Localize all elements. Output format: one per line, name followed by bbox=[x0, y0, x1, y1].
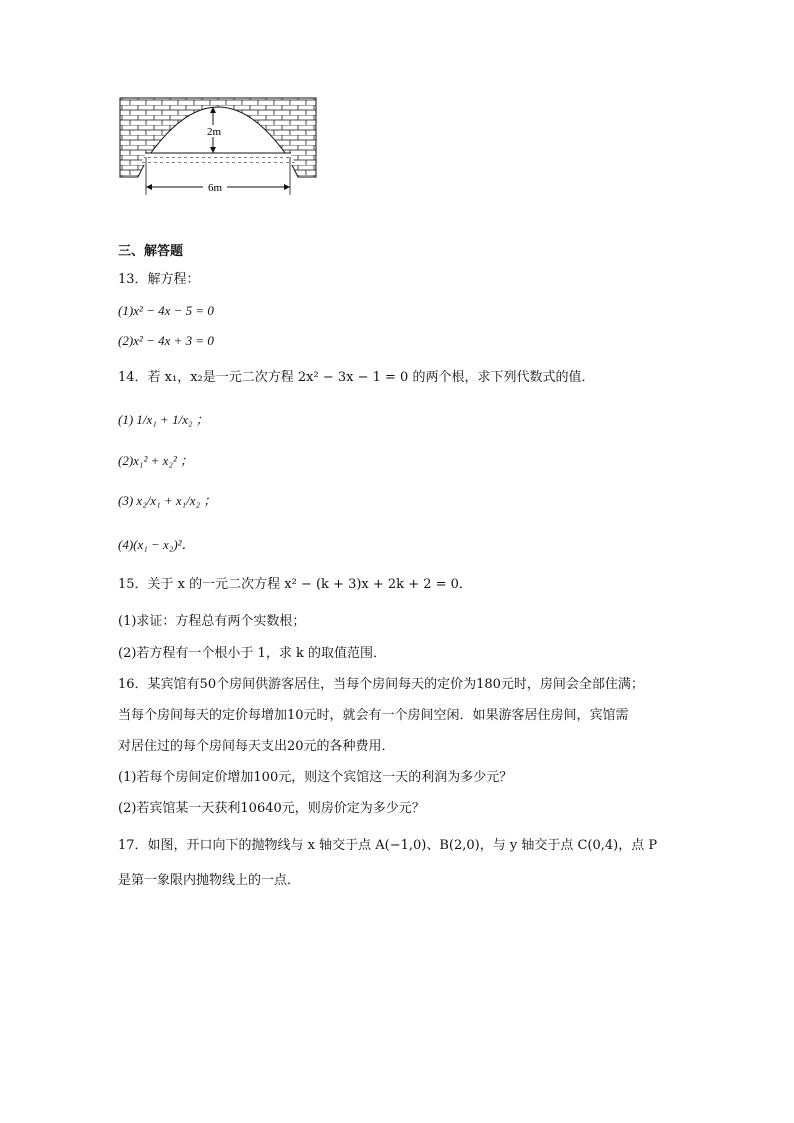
q17-line2: 是第一象限内抛物线上的一点． bbox=[118, 873, 301, 888]
q15-part2: (2)若方程有一个根小于 1，求 k 的取值范围． bbox=[118, 646, 386, 661]
q16-line3: 对居住过的每个房间每天支出20元的各种费用． bbox=[118, 739, 395, 754]
q15-title: 15．关于 x 的一元二次方程 x² − (k + 3)x + 2k + 2 = 0． bbox=[118, 577, 472, 592]
q14-title: 14．若 x₁，x₂是一元二次方程 2x² − 3x − 1 = 0 的两个根，求下列代数式的值． bbox=[118, 370, 595, 385]
q13-title: 13．解方程： bbox=[118, 272, 200, 287]
q14-part4: (4)(x₁ − x₂)²． bbox=[118, 537, 195, 552]
q13-part1: (1)x² − 4x − 5 = 0 bbox=[118, 303, 214, 318]
q13-part2: (2)x² − 4x + 3 = 0 bbox=[118, 333, 214, 348]
bridge-arch-figure bbox=[118, 95, 320, 203]
q15-part1: (1)求证：方程总有两个实数根； bbox=[118, 614, 306, 629]
section-heading: 三、解答题 bbox=[118, 244, 184, 259]
q16-part2: (2)若宾馆某一天获利10640元，则房价定为多少元？ bbox=[118, 801, 425, 816]
q14-part2: (2)x₁² + x₂² ； bbox=[118, 453, 194, 468]
q14-part1: (1) 1/x₁ + 1/x₂ ； bbox=[118, 412, 209, 427]
q17-line1: 17．如图，开口向下的抛物线与 x 轴交于点 A(−1,0)、B(2,0)，与 y 轴交于点 C(0,4)，点 P bbox=[118, 838, 658, 853]
water-surface bbox=[140, 153, 296, 165]
q14-part3: (3) x₂/x₁ + x₁/x₂ ； bbox=[118, 493, 217, 508]
height-label: 2m bbox=[206, 126, 222, 138]
q16-part1: (1)若每个房间定价增加100元，则这个宾馆这一天的利润为多少元？ bbox=[118, 770, 513, 785]
q16-line2: 当每个房间每天的定价每增加10元时，就会有一个房间空闲．如果游客居住房间，宾馆需 bbox=[118, 708, 629, 723]
width-label: 6m bbox=[207, 182, 223, 194]
q16-line1: 16．某宾馆有50个房间供游客居住，当每个房间每天的定价为180元时，房间会全部住满； bbox=[118, 677, 644, 692]
